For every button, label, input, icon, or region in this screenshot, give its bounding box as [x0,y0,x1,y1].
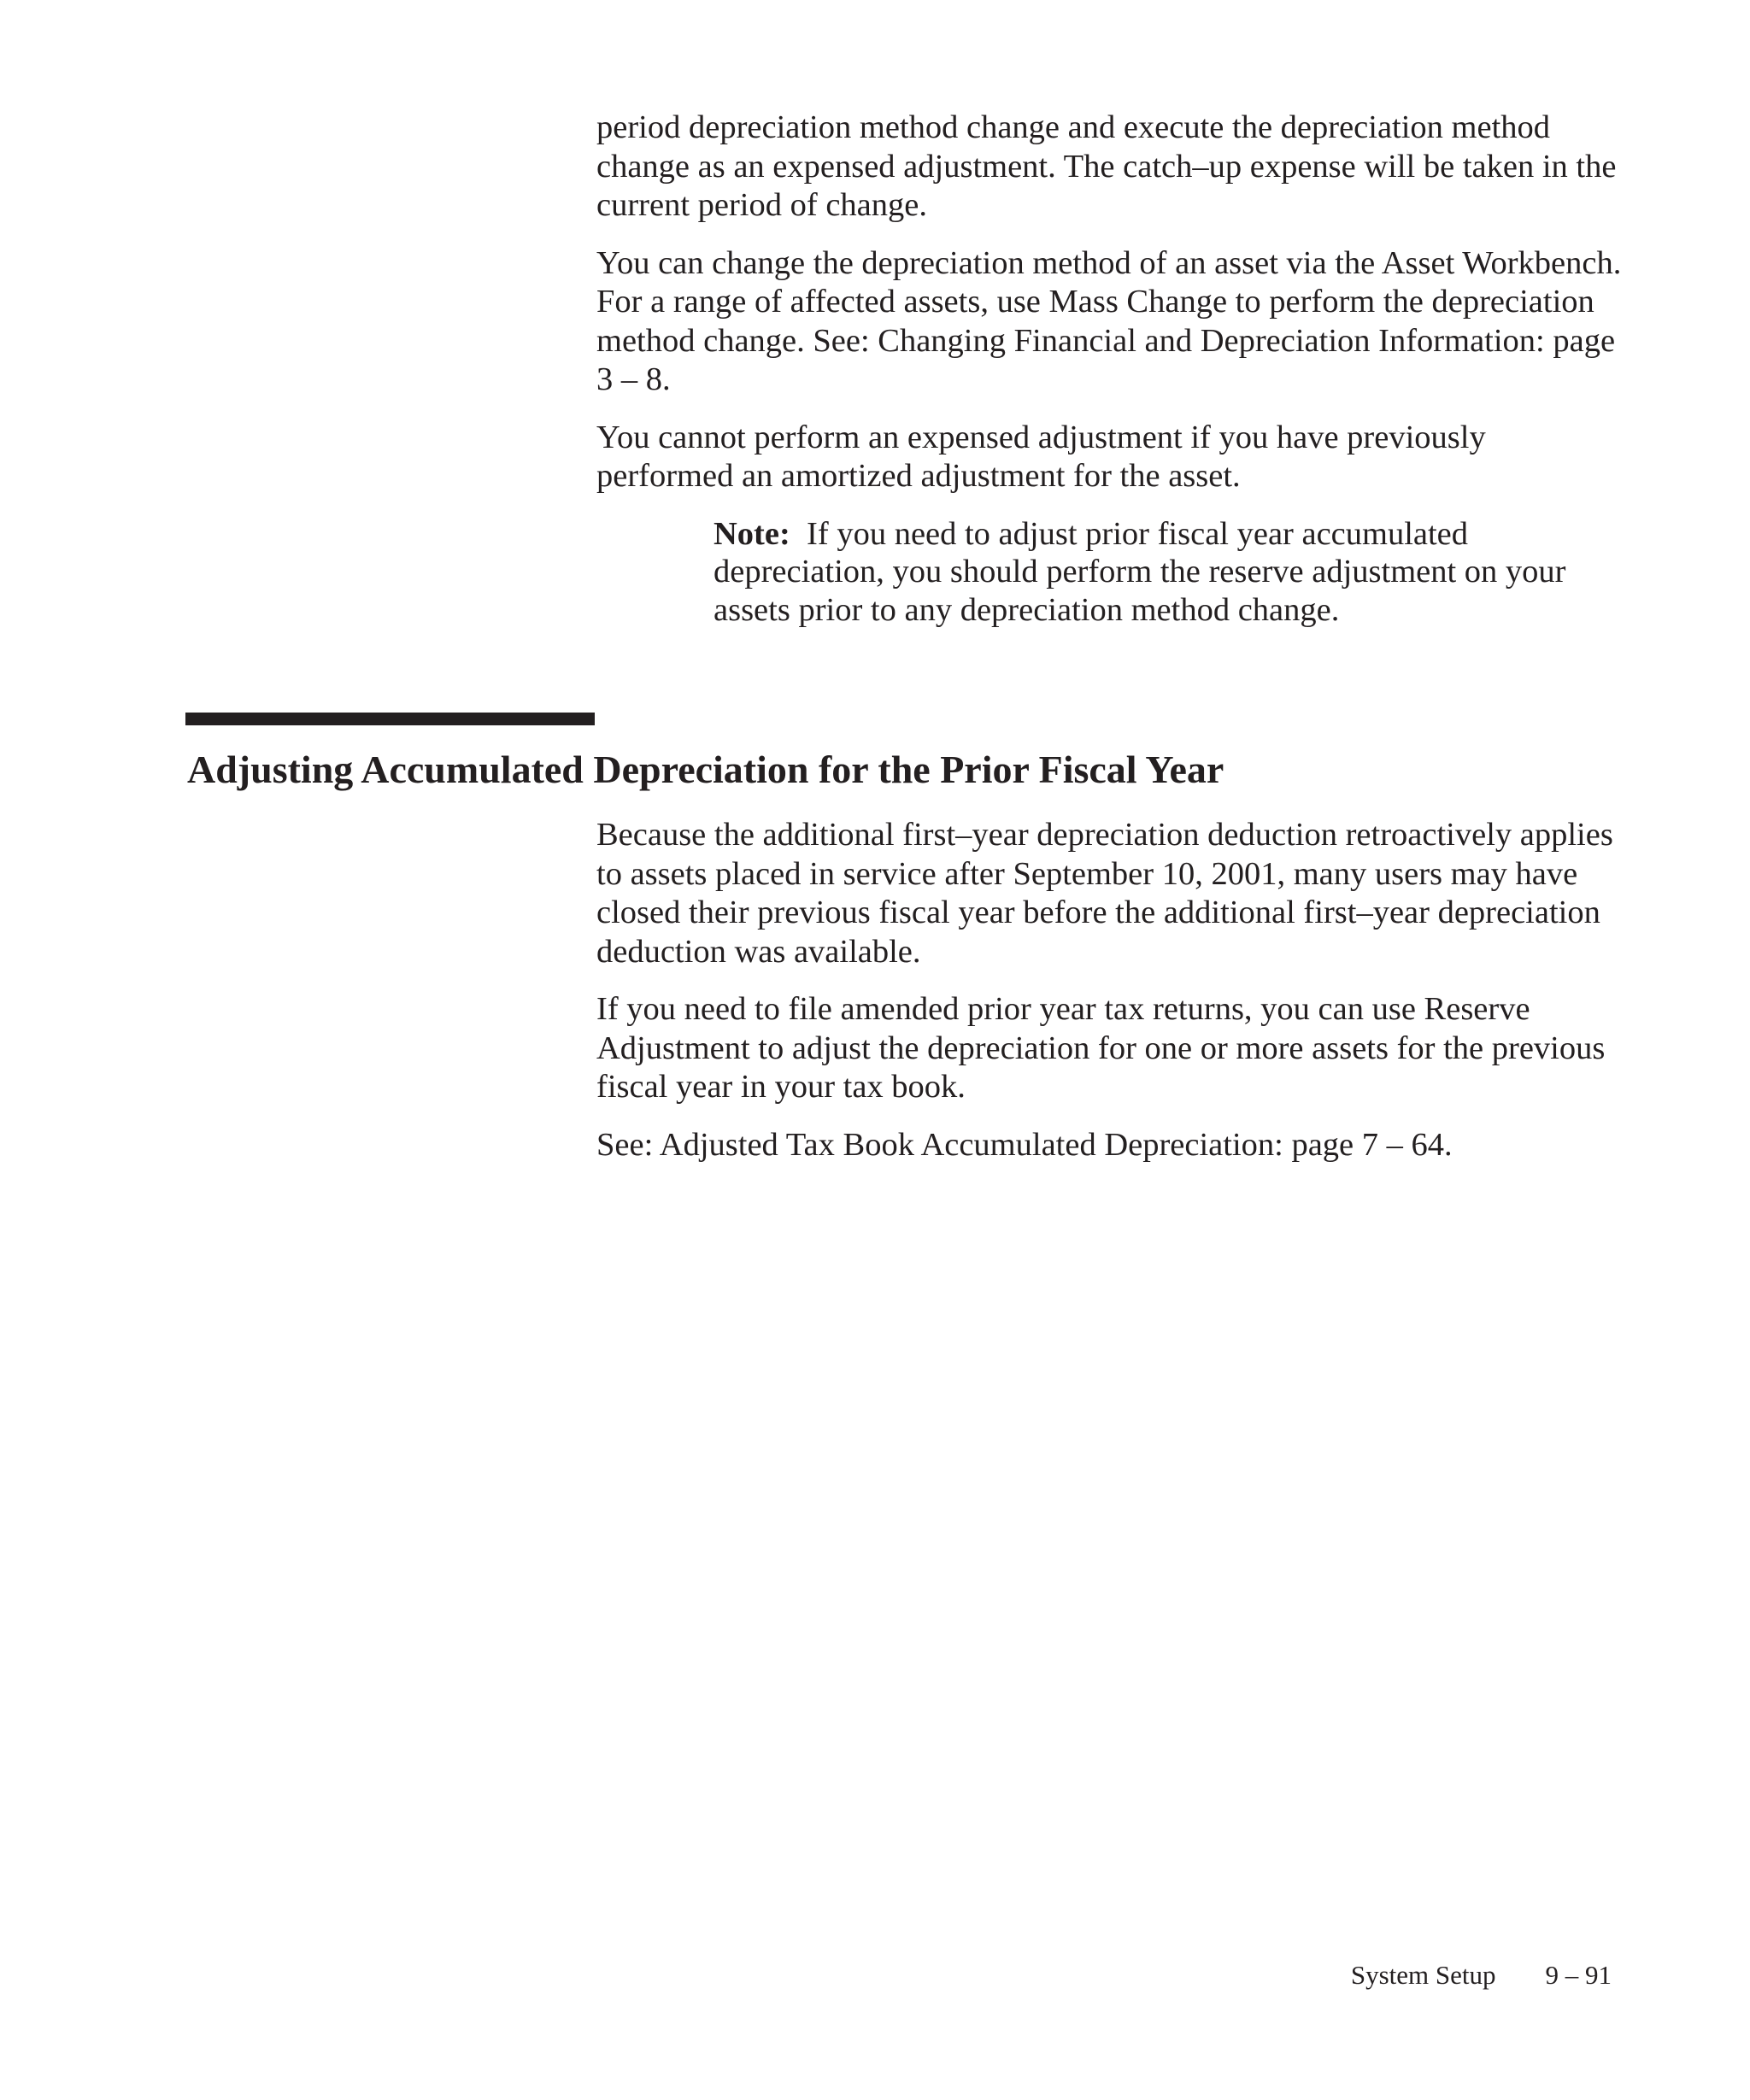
paragraph: If you need to file amended prior year tax returns, you can use Reserve Adjustment to adjust the depreciation for one or more assets for the previous fiscal year in your tax book. [596,991,1606,1105]
footer-book-section: System Setup [1350,1960,1496,1990]
section-text-block [596,816,1622,1164]
page-footer [1351,1958,1612,1992]
paragraph: You can change the depreciation method of an asset via the Asset Workbench. For a range of affected assets, use Mass Change to perform the depreciation method change. See: Changing Financial and Depreciation Information: page 3 – 8. [596,244,1622,397]
top-text-block [596,109,1622,629]
note-text: If you need to adjust prior fiscal year accumulated depreciation, you should perform the reserve adjustment on your assets prior to any depreciation method change. [714,515,1566,628]
note [714,515,1619,630]
section-heading: Adjusting Accumulated Depreciation for the Prior Fiscal Year [187,748,1224,791]
paragraph: You cannot perform an expensed adjustment if you have previously performed an amortized adjustment for the asset. [596,419,1486,494]
paragraph: period depreciation method change and execute the depreciation method change as an expensed adjustment. The catch–up expense will be taken in the current period of change. [596,109,1617,223]
paragraph: Because the additional first–year depreciation deduction retroactively applies to assets placed in service after September 10, 2001, many users may have closed their previous fiscal year before the additional first–year depreciation deduction was available. [596,817,1613,970]
note-label: Note: [714,515,790,552]
paragraph: See: Adjusted Tax Book Accumulated Depreciation: page 7 – 64. [596,1126,1453,1163]
section-rule [185,713,595,725]
footer-page-number: 9 – 91 [1545,1960,1612,1990]
